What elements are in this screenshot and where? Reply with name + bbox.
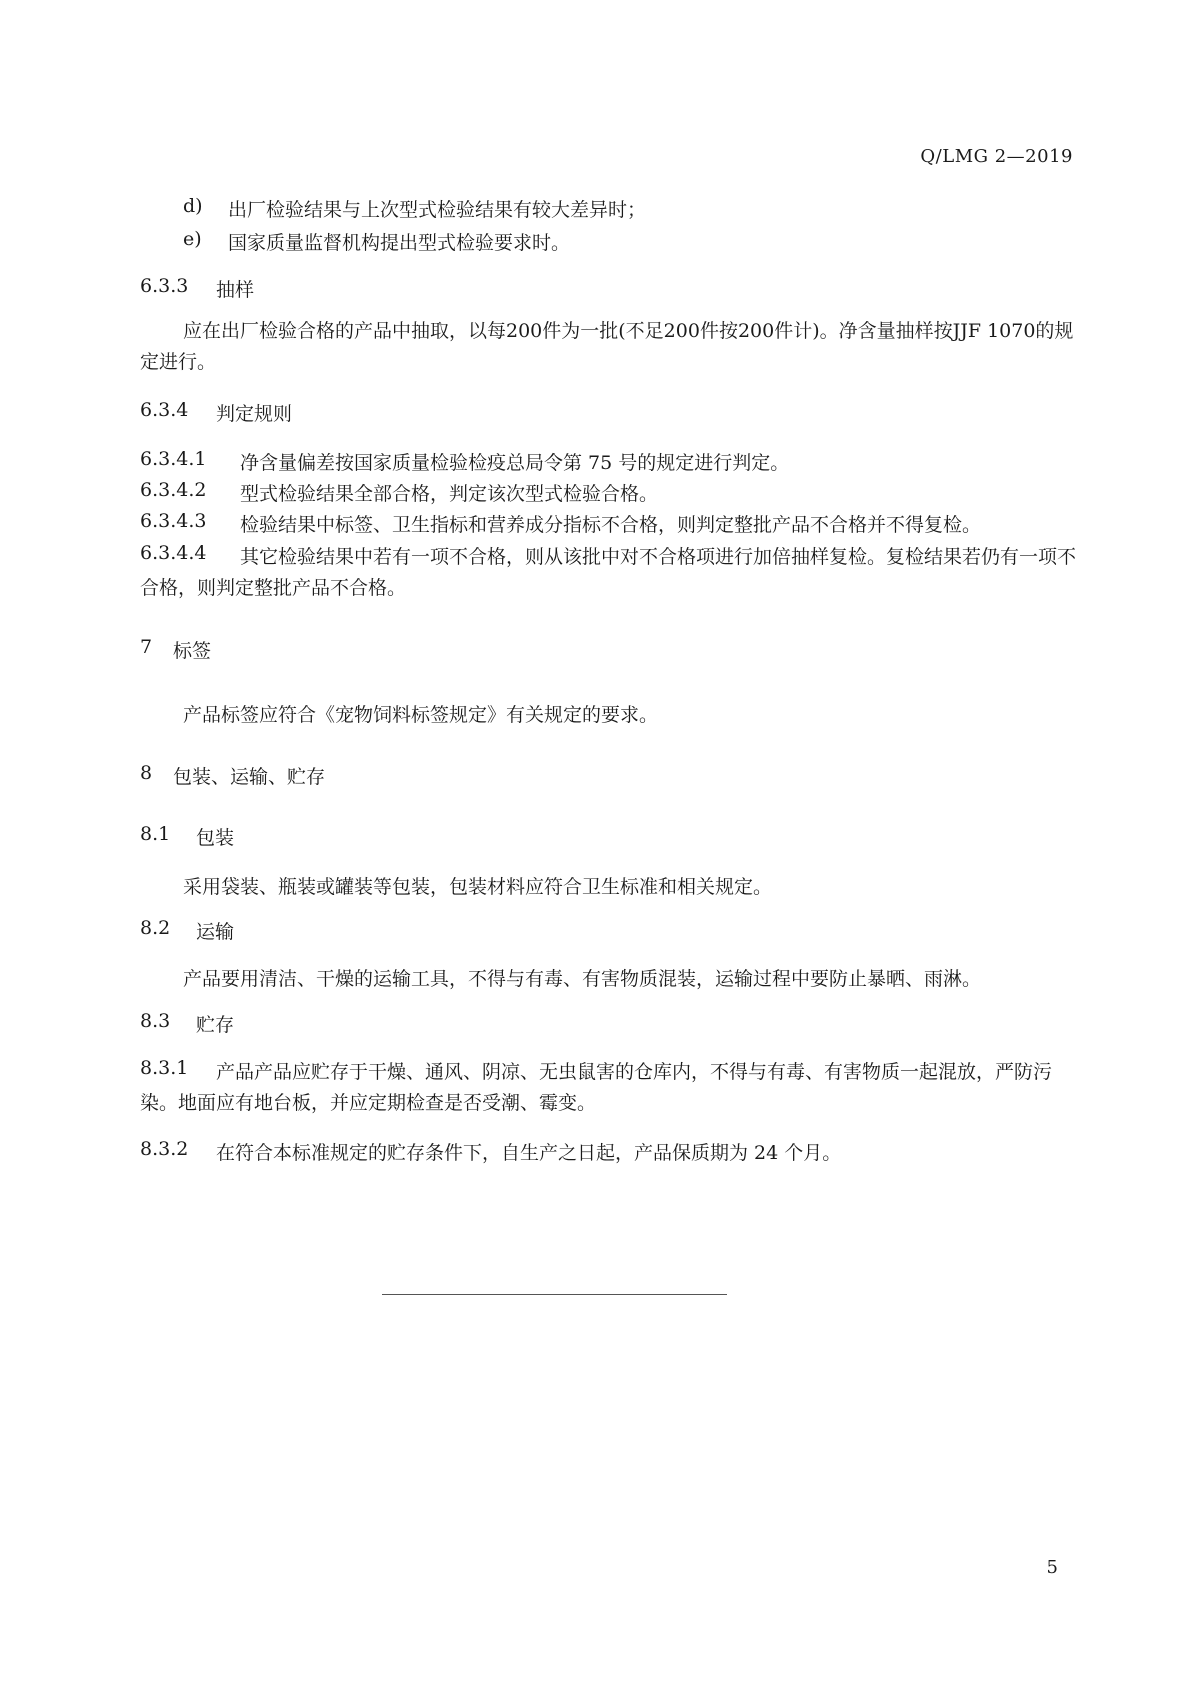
end-rule	[382, 1294, 727, 1295]
section-number: 8	[140, 762, 153, 784]
section-title: 贮存	[196, 1014, 235, 1036]
section-number: 8.2	[140, 917, 171, 939]
page-number: 5	[1046, 1557, 1058, 1578]
clause-text: 其它检验结果中若有一项不合格，则从该批中对不合格项进行加倍抽样复检。复检结果若仍有一项不合格，则判定整批产品不合格。	[140, 546, 1077, 599]
section-body: 产品要用清洁、干燥的运输工具，不得与有毒、有害物质混装，运输过程中要防止暴晒、雨淋。	[183, 968, 982, 990]
clause-number: 8.3.1	[140, 1057, 189, 1079]
list-item-text: 出厂检验结果与上次型式检验结果有较大差异时；	[228, 199, 647, 221]
section-number: 7	[140, 636, 153, 658]
section-title: 标签	[173, 640, 212, 662]
section-title: 运输	[196, 921, 235, 943]
section-title: 包装	[196, 827, 235, 849]
clause-number: 6.3.4.3	[140, 510, 207, 532]
section-number: 6.3.4	[140, 399, 189, 421]
list-item-label: e)	[183, 228, 202, 250]
clause-text: 净含量偏差按国家质量检验检疫总局令第 75 号的规定进行判定。	[240, 452, 790, 474]
section-title: 抽样	[216, 279, 255, 301]
section-number: 8.3	[140, 1010, 171, 1032]
section-title: 判定规则	[216, 403, 293, 425]
section-title: 包装、运输、贮存	[173, 766, 326, 788]
section-number: 8.1	[140, 823, 171, 845]
clause-text: 型式检验结果全部合格，判定该次型式检验合格。	[240, 483, 659, 505]
clause-text: 检验结果中标签、卫生指标和营养成分指标不合格，则判定整批产品不合格并不得复检。	[240, 514, 982, 536]
list-item-text: 国家质量监督机构提出型式检验要求时。	[228, 232, 571, 254]
section-number: 6.3.3	[140, 275, 189, 297]
section-body: 采用袋装、瓶装或罐装等包装，包装材料应符合卫生标准和相关规定。	[183, 876, 773, 898]
document-code: Q/LMG 2—2019	[920, 146, 1073, 167]
clause-text: 产品产品应贮存于干燥、通风、阴凉、无虫鼠害的仓库内，不得与有毒、有害物质一起混放，严防污染。地面应有地台板，并应定期检查是否受潮、霉变。	[140, 1061, 1053, 1114]
section-body: 产品标签应符合《宠物饲料标签规定》有关规定的要求。	[183, 704, 659, 726]
clause-number: 8.3.2	[140, 1138, 189, 1160]
clause-text: 在符合本标准规定的贮存条件下，自生产之日起，产品保质期为 24 个月。	[216, 1142, 842, 1164]
list-item-label: d)	[183, 195, 203, 217]
clause-number: 6.3.4.1	[140, 448, 207, 470]
clause-number: 6.3.4.4	[140, 542, 207, 564]
section-body: 应在出厂检验合格的产品中抽取，以每200件为一批(不足200件按200件计)。净含量抽样按JJF 1070的规定进行。	[140, 320, 1074, 373]
clause-number: 6.3.4.2	[140, 479, 207, 501]
